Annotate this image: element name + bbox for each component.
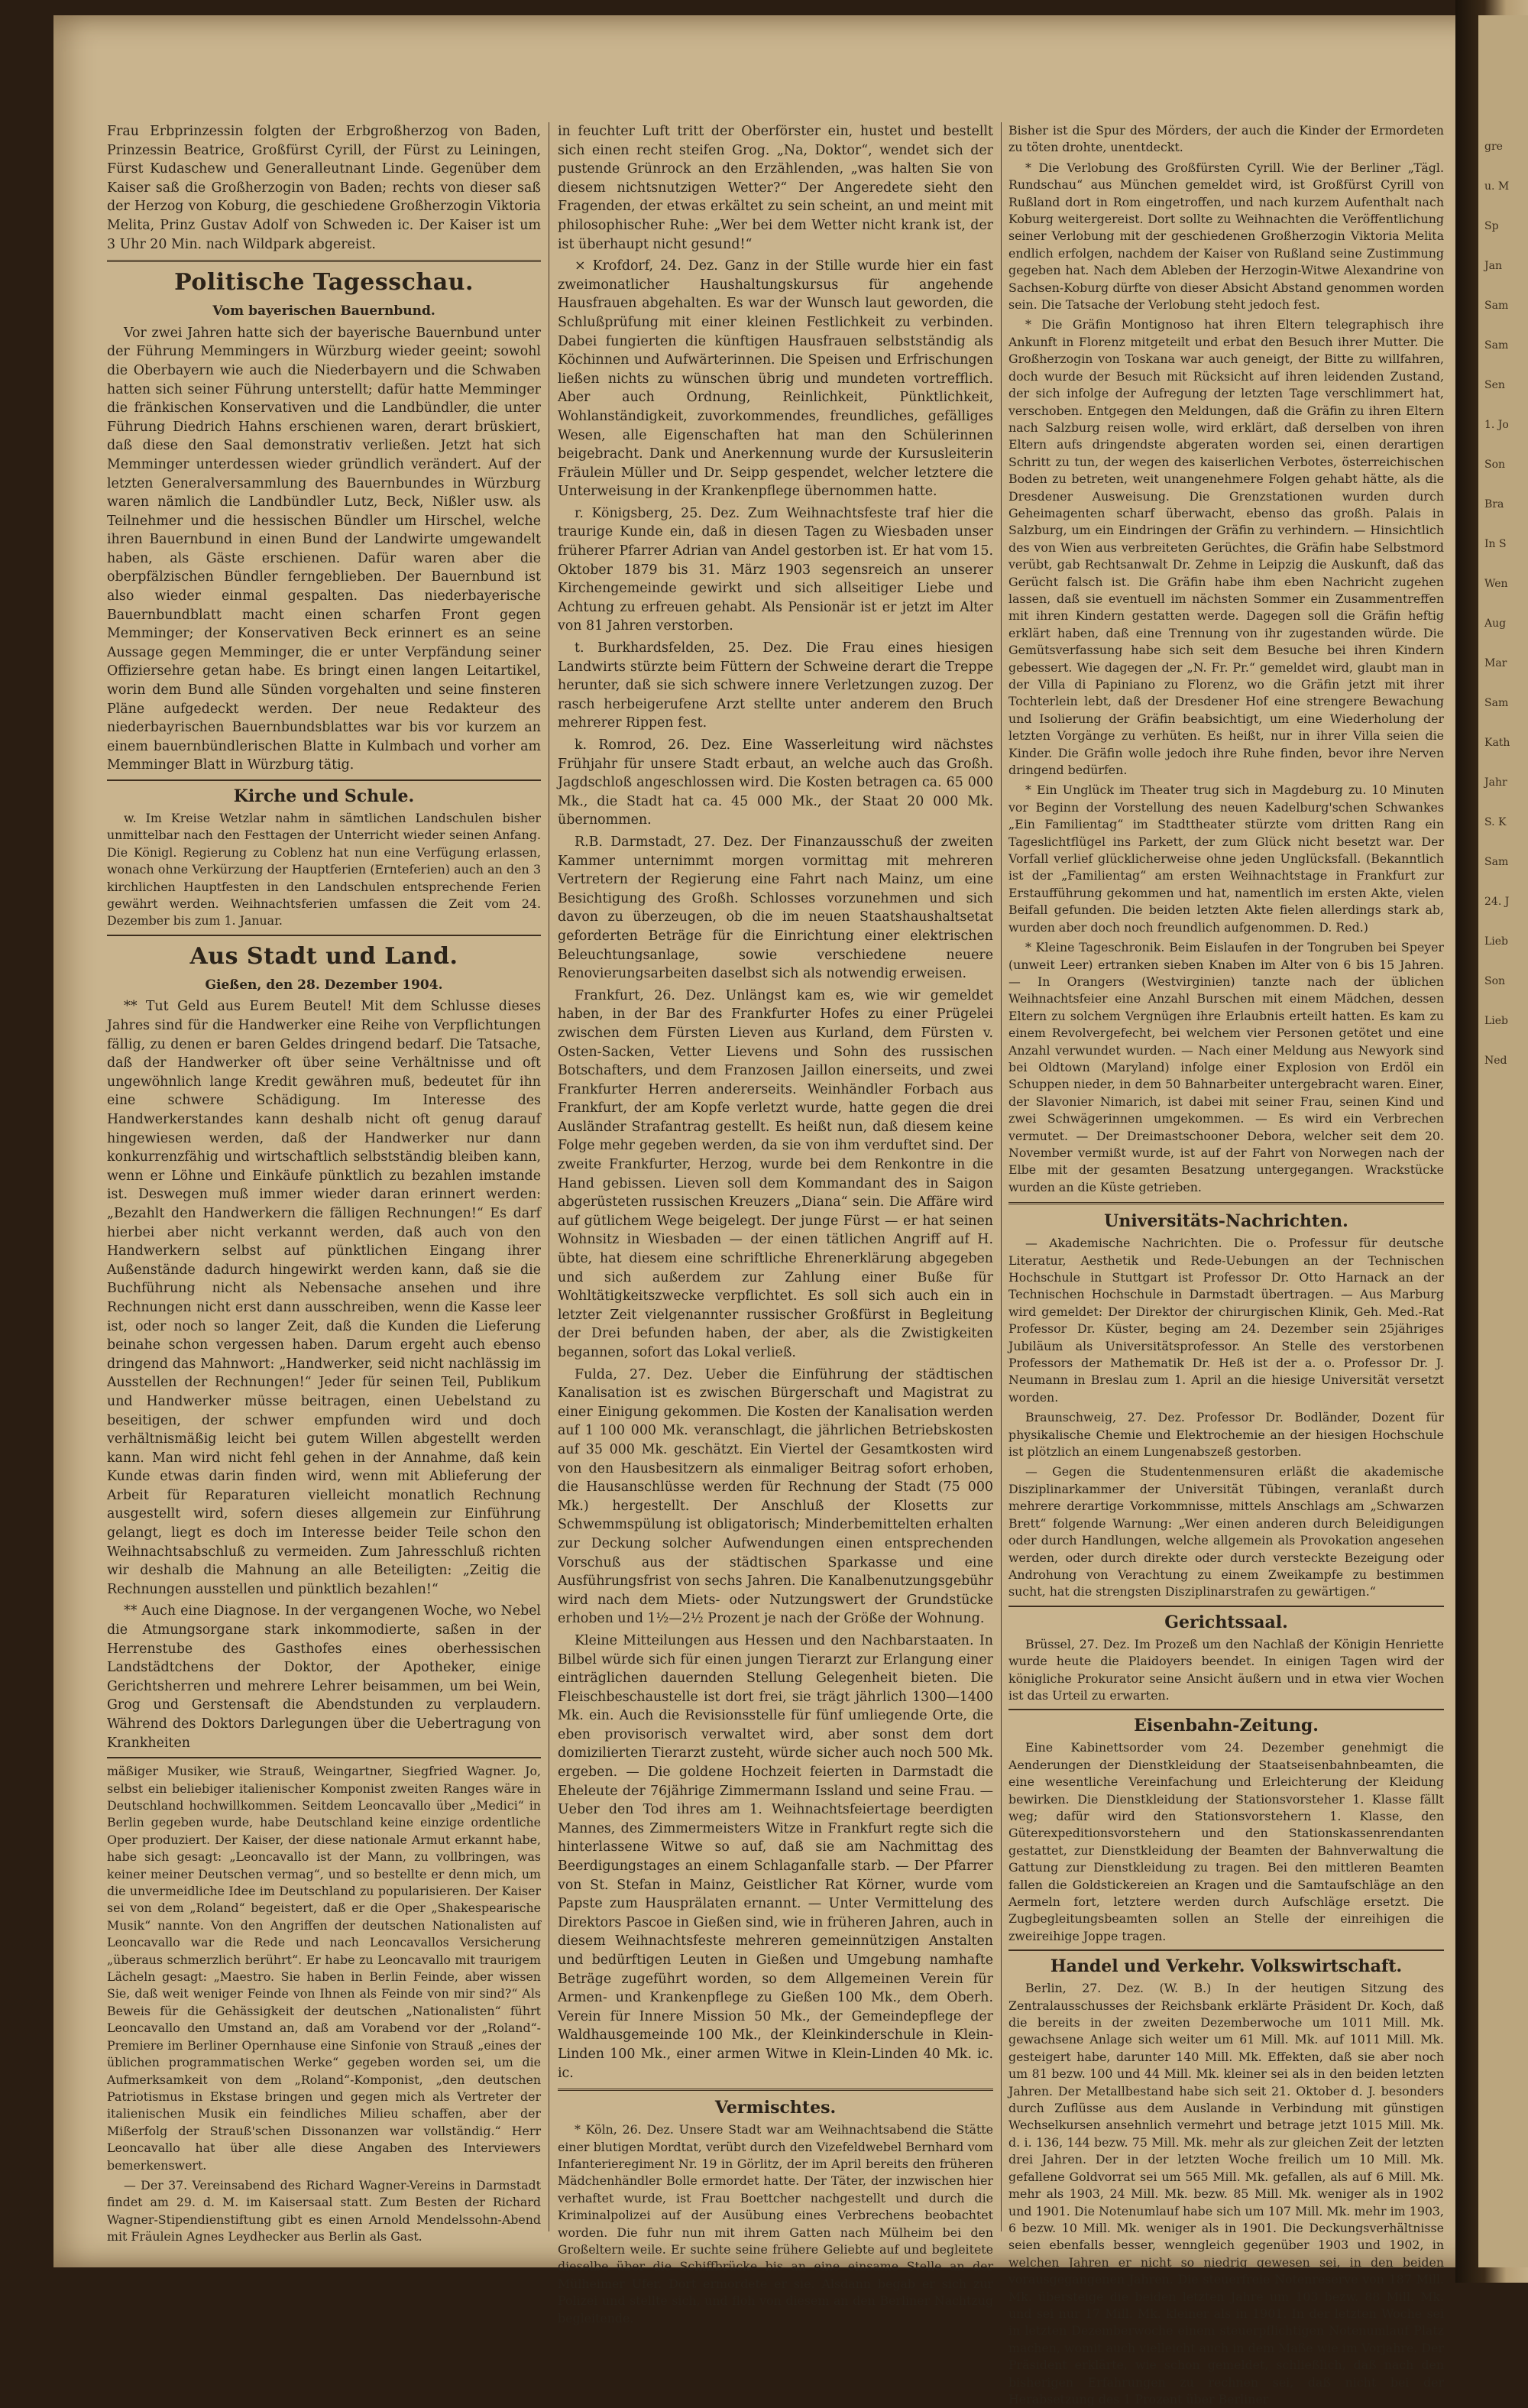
article-text: r. Königsberg, 25. Dez. Zum Weihnachtsfeste traf hier die traurige Kunde ein, daß in diesen Tagen zu Wiesbaden unser früherer Pfarrer Adrian van Andel gestorben ist. Er hat vom 15. Oktober 1879 bis 31. März 1903 segensreich an unserer Kirchengemeinde gewirkt und sich allseitiger Liebe und Achtung zu erfreuen gehabt. Als Pensionär ist er jetzt im Alter von 81 Jahren verstorben. xyxy=(558,505,993,634)
adjacent-page-fragments xyxy=(1484,138,1510,1070)
article-text: * Köln, 26. Dez. Unsere Stadt war am Weihnachtsabend die Stätte einer blutigen Mordtat, verübt durch den Vizefeldwebel Bernhard vom Infanterieregiment Nr. 19 in Görlitz, der im April bereits den früheren Mädchenhändler Bolle ermordet hatte. Der Täter, der inzwischen hier verhaftet wurde, ist Frau Boettcher nachgestellt und durch die Kriminalpolizei auf der Ausübung eines Verbrechens beobachtet worden. Die fuhr nun mit ihrem Gatten nach Mülheim bei den Großeltern weile. Er suchte seine frühere Geliebte auf und begleitete dieselbe über die Schiffbrücke bis an eine einsame Stelle an der Mülheimer Ufer. Dort ermordete er sie. Alsdann begab er sich zur Polizei und stellte sich, und floh von diesem an den Berliner Nachtzug begleitende. xyxy=(558,2122,993,2325)
section-divider xyxy=(1008,1949,1444,1951)
section-title: Aus Stadt und Land. xyxy=(189,942,458,970)
section-title: Handel und Verkehr. Volkswirtschaft. xyxy=(1050,1956,1403,1977)
adjacent-page-line: Lieb xyxy=(1484,1015,1509,1027)
adjacent-page-line: Jan xyxy=(1484,260,1502,272)
article-text: — Gegen die Studentenmensuren erläßt die akademische Disziplinarkammer der Universität Tübingen, veranlaßt durch mehrere derartige Vorkommnisse, mittels Anschlags am „Schwarzen Brett“ folgende Warnung: „Wer einen anderen durch Beleidigungen oder durch Handlungen, welche allgemein als Provokation angesehen werden, oder durch direkte oder durch versteckte Bezeigung oder Androhung von Verachtung zu einem Zweikampfe zu bestimmen sucht, hat die strengsten Disziplinarstrafen zu gewärtigen.“ xyxy=(1008,1464,1444,1599)
dateline: Gießen, den 28. Dezember 1904. xyxy=(205,977,443,993)
section-title: Eisenbahn-Zeitung. xyxy=(1134,1716,1319,1736)
adjacent-page-line: Ned xyxy=(1484,1055,1507,1067)
section-divider xyxy=(1008,1709,1444,1710)
article-text: Eine Kabinettsorder vom 24. Dezember genehmigt die Aenderungen der Dienstkleidung der Staatseisenbahnbeamten, die eine wesentliche Vereinfachung und Erleichterung der Kleidung bewirken. Die Dienstkleidung der Stationsvorsteher 1. Klasse fällt weg; dafür wird den Stationsvorstehern 1. Klasse, den Güterexpeditionsvorstehern und den Stationskassenrendanten gestattet, zur Dienstkleidung der Beamten der Bahnverwaltung die Gattung zur Dienstkleidung zu tragen. Bei den mittleren Beamten fallen die Goldstickereien an Kragen und die Samtaufschläge an den Aermeln fort, letztere werden durch Aufschläge ersetzt. Die Zugbegleitungsbeamten sollen an Stelle der einreihigen die zweireihige Joppe tragen. xyxy=(1008,1740,1444,1943)
adjacent-page-line: Lieb xyxy=(1484,935,1509,948)
column-rule xyxy=(1001,122,1002,2231)
feuilleton-note: — Der 37. Vereinsabend des Richard Wagner-Vereins in Darmstadt findet am 29. d. M. im Kaisersaal statt. Zum Besten der Richard Wagner-Stipendienstiftung gibt es einen Arnold Mendelssohn-Abend mit Fräulein Agnes Leydhecker aus Berlin als Gast. xyxy=(107,2177,541,2244)
adjacent-page-line: Sam xyxy=(1484,339,1509,352)
adjacent-page-edge xyxy=(1478,15,1528,2267)
adjacent-page-line: Kath xyxy=(1484,737,1510,749)
article-text: Frankfurt, 26. Dez. Unlängst kam es, wie wir gemeldet haben, in der Bar des Frankfurter Hofes zu einer Prügelei zwischen dem Fürsten Lieven aus Kurland, dem Fürsten v. Osten-Sacken, Vetter Lievens und Sohn des russischen Botschafters, und dem Franzosen Jaillon einerseits, und zwei Frankfurter Herren andererseits. Weinhändler Forbach aus Frankfurt, der am Kopfe verletzt wurde, hatte gegen die drei Ausländer Strafantrag gestellt. Es heißt nun, daß diesem keine Folge mehr gegeben werden, da sie von ihm verduftet sind. Der zweite Frankfurter, Herzog, wurde bei dem Renkontre in die Hand gebissen. Lieven soll dem Kommandant des in Saigon abgerüsteten russischen Kreuzers „Diana“ sein. Die Affäre wird auf gütlichem Wege beigelegt. Der junge Fürst — er hat seinen Wohnsitz in Wiesbaden — der einen tätlichen Angriff auf H. übte, hat diesem eine schriftliche Ehrenerklärung abgegeben und sich außerdem zur Zahlung einer Buße für Wohltätigkeitszwecke verpflichtet. Es soll sich auch ein in letzter Zeit vielgenannter russischer Großfürst in Begleitung der Drei befunden haben, der aber, als die Zwistigkeiten begannen, sofort das Lokal verließ. xyxy=(558,987,993,1360)
article-text: * Die Gräfin Montignoso hat ihren Eltern telegraphisch ihre Ankunft in Florenz mitgeteilt und erbat den Besuch ihrer Mutter. Die Großherzogin von Toskana war auch geneigt, der Bitte zu willfahren, doch wurde der Besuch mit Rücksicht auf ihren leidenden Zustand, der sich infolge der Aufregung der letzten Tage verschlimmert hat, verschoben. Entgegen den Meldungen, daß die Gräfin zu ihren Eltern nach Salzburg reisen wolle, wird erklärt, daß derselben von ihren Eltern aufs dringendste abgeraten worden sei, einen derartigen Schritt zu tun, der wegen des kaiserlichen Verbotes, österreichischen Boden zu betreten, weit unangenehmere Folgen gehabt hätte, als die Dresdener Ausweisung. Die Grenzstationen wurden durch Geheimagenten scharf überwacht, ebenso das großh. Palais in Salzburg, um ein Eindringen der Gräfin zu verhindern. — Hinsichtlich des von Wien aus verbreiteten Gerüchtes, die Gräfin habe Selbstmord verübt, gab Rechtsanwalt Dr. Zehme in Leipzig die Auskunft, daß das Gerücht falsch ist. Die Gräfin habe ihm eben Nachricht zugehen lassen, daß sie eventuell im nächsten Sommer ein Zusammentreffen mit ihren Kindern gestatten werde. Dagegen soll die Gräfin heftig erklärt haben, daß eine Trennung von ihr zugestanden würde. Die Gemütsverfassung habe sich seit dem Besuche bei ihren Kindern gebessert. Wie dagegen der „N. Fr. Pr.“ gemeldet wird, glaubt man in der Villa di Papiniano zu Florenz, wo die Gräfin jetzt mit ihrer Tochterlein lebt, daß der Dresdener Hof eine strengere Bewachung und Isolierung der Gräfin beabsichtigt, um eine Wiederholung der letzten Vorgänge zu verhüten. Es heißt, nur in ihrer Villa seien die Kinder. Die Gräfin wolle jedoch ihre Ruhe finden, bevor ihre Nerven dringend bedürfen. xyxy=(1008,317,1444,778)
feuilleton-divider xyxy=(107,1757,541,1758)
section-divider xyxy=(1008,1606,1444,1607)
adjacent-page-line: Aug xyxy=(1484,617,1507,630)
article-text: — Akademische Nachrichten. Die o. Professur für deutsche Literatur, Aesthetik und Rede-Uebungen an der Technischen Hochschule in Stuttgart ist Professor Dr. Otto Harnack an der Technischen Hochschule in Darmstadt übertragen. — Aus Marburg wird gemeldet: Der Direktor der chirurgischen Klinik, Geh. Med.-Rat Professor Dr. Küster, beging am 24. Dezember sein 25jähriges Jubiläum als Universitätsprofessor. An Stelle des verstorbenen Professors der Mathematik Dr. Heß ist der a. o. Professor Dr. J. Neumann in Breslau zum 1. April an die hiesige Universität versetzt worden. xyxy=(1008,1236,1444,1405)
article-text: Kleine Mitteilungen aus Hessen und den Nachbarstaaten. In Bilbel würde sich für einen jungen Tierarzt zur Erlangung einer einträglichen dauernden Stellung Gelegenheit bieten. Die Fleischbeschaustelle ist dort frei, sie trägt jährlich 1300—1400 Mk. ein. Auch die Revisionsstelle für fünf umliegende Orte, die eben provisorisch verwaltet wird, aber sonst dem dort domizilierten Tierarzt zusteht, würde sicher auch noch 500 Mk. ergeben. — Die goldene Hochzeit feierten in Darmstadt die Eheleute der 76jährige Zimmermann Issland und seine Frau. — Ueber den Tod ihres am 1. Weihnachtsfeiertage beerdigten Mannes, des Zimmermeisters Witze in Frankfurt regte sich die hinterlassene Witwe so auf, daß sie am Nachmittag des Beerdigungstages an einem Schlaganfalle starb. — Der Pfarrer von St. Stefan in Mainz, Geistlicher Rat Körner, wurde vom Papste zum Hausprälaten ernannt. — Unter Vermittelung des Direktors Pascoe in Gießen sind, wie in früheren Jahren, auch in diesem Weihnachtsfeste mehreren gemeinnützigen Anstalten und bedürftigen Leuten in Gießen und Umgebung namhafte Beträge zugeführt worden, so dem Allgemeinen Verein für Armen- und Krankenpflege zu Gießen 100 Mk., dem Oberh. Verein für Innere Mission 50 Mk., der Gemeindepflege der Waldhausgemeinde 100 Mk., der Kleinkinderschule in Klein-Linden 100 Mk., einer armen Witwe in Klein-Linden 40 Mk. ic. ic. xyxy=(558,1632,993,2081)
article-text: in feuchter Luft tritt der Oberförster ein, hustet und bestellt sich einen recht steifen Grog. „Na, Doktor“, wendet sich der pustende Grünrock an den Erzählenden, „was halten Sie von diesem nichtsnutzigen Wetter?“ Der Angeredete sieht den Fragenden, der etwas erkältet zu sein scheint, an und meint mit philosophischer Ruhe: „Wer bei dem Wetter nicht krank ist, der ist überhaupt nicht gesund!“ xyxy=(558,124,993,252)
adjacent-page-line: Son xyxy=(1484,975,1506,987)
adjacent-page-line: 1. Jo xyxy=(1484,419,1509,431)
section-divider xyxy=(558,2089,993,2091)
adjacent-page-line: In S xyxy=(1484,538,1507,550)
article-text: Berlin, 27. Dez. (W. B.) In der heutigen Sitzung des Zentralausschusses der Reichsbank erklärte Präsident Dr. Koch, daß die bereits in der zweiten Dezemberwoche um 1011 Mill. Mk. gewachsene Anlage sich weiter um 61 Mill. Mk. auf 1011 Mill. Mk. gesteigert habe, darunter 140 Mill. Mk. Effekten, daß sie aber noch um 81 bezw. 100 und 44 Mill. Mk. kleiner sei als in den beiden letzten Jahren. Der Metallbestand habe sich seit 21. Oktober d. J. besonders durch Zuflüsse aus dem Auslande in Verbindung mit günstigen Wechselkursen ansehnlich vermehrt und betrage jetzt 1015 Mill. Mk. d. i. 136, 144 bezw. 75 Mill. Mk. mehr als zur gleichen Zeit der letzten drei Jahren. Der in der letzten Woche freilich um 10 Mill. Mk. gefallene Goldvorrat sei um 565 Mill. Mk. gefallen, als auf 6 Mill. Mk. mehr als 1903, 24 Mill. Mk. bezw. 85 Mill. Mk. weniger als in 1902 und 1901. Die Notenumlauf habe sich um 107 Mill. Mk. mehr im 1903, 6 bezw. 10 Mill. Mk. weniger als in 1901. Die Deckungsverhältnisse seien ebenfalls besser, wenngleich gegenüber 1903 und 1902, in welchen Jahren er nicht so niedrig gewesen sei, in den beiden vorausgegangenen Jahren. Die steuerfreie Notenreserve von 187 Mill. Mk. übersteige die beiden letzten Jahre um 103 bezw. 88 Mill. Mk. und sei nur 17 Mill. Mk. kleiner als in 1901. In der letzten Woche sei in letzten Dezemberwoche einem steuerpflichtigen Notenumlauf Platz machen, womit auch vielleicht auch in dem Maße wie im Vorjahre. Der Präsident erklärte, wie schon gemeldet, schließlich, daß nach den bisherigen Erfahrungen zu rechnen sei, daß nicht bei der Herabsetzung des 1 Prozent über Berliner xyxy=(1008,1981,1444,2406)
article-text: Brüssel, 27. Dez. Im Prozeß um den Nachlaß der Königin Henriette wurde heute die Plaidoyers beendet. In einigen Tagen wird der königliche Prokurator seine Ansicht äußern und in etwa vier Wochen ist das Urteil zu erwarten. xyxy=(1008,1636,1444,1703)
article-text: Frau Erbprinzessin folgten der Erbgroßherzog von Baden, Prinzessin Beatrice, Großfürst Cyrill, der Fürst zu Leiningen, Fürst Kudaschew und Generalleutnant Linde. Gegenüber dem Kaiser saß die Großherzogin von Baden; rechts von dieser saß der Herzog von Koburg, die geschiedene Großherzogin Viktoria Melita, Prinz Gustav Adolf von Schweden ic. Der Kaiser ist um 3 Uhr 20 Min. nach Wildpark abgereist. xyxy=(107,124,541,252)
article-text: w. Im Kreise Wetzlar nahm in sämtlichen Landschulen bisher unmittelbar nach den Festtagen der Unterricht wieder seinen Anfang. Die Königl. Regierung zu Coblenz hat nun eine Verfügung erlassen, wonach ohne Verkürzung der Hauptferien (Ernteferien) auch an den 3 kirchlichen Hauptfesten in den Landschulen entsprechende Ferien gewährt werden. Weihnachtsferien umfassen die Zeit vom 24. Dezember bis zum 1. Januar. xyxy=(107,811,541,929)
adjacent-page-line: Son xyxy=(1484,459,1506,471)
adjacent-page-line: Sp xyxy=(1484,220,1499,232)
adjacent-page-line: Mar xyxy=(1484,657,1507,669)
adjacent-page-line: Bra xyxy=(1484,498,1504,510)
adjacent-page-line: Sam xyxy=(1484,856,1509,868)
article-text: * Ein Unglück im Theater trug sich in Magdeburg zu. 10 Minuten vor Beginn der Vorstellung des neuen Kadelburg'schen Schwankes „Ein Familientag“ im Stadttheater stürzte vom dritten Rang ein Tageslichtflügel ins Parkett, der zum Glück nicht besetzt war. Der Vorfall verlief glücklicherweise ohne jeden Unglücksfall. (Bekanntlich ist der „Familientag“ am ersten Weihnachtstage in Frankfurt zur Erstaufführung gekommen und hat, namentlich im ersten Akte, vielen Beifall gefunden. Die beiden letzten Akte fielen allerdings stark ab, wurden aber doch noch freundlich aufgenommen. D. Red.) xyxy=(1008,783,1444,935)
article-text: t. Burkhardsfelden, 25. Dez. Die Frau eines hiesigen Landwirts stürzte beim Füttern der Schweine derart die Treppe herunter, daß sie sich schwere innere Verletzungen zuzog. Der rasch herbeigerufene Arzt stellte unter anderem den Bruch mehrerer Rippen fest. xyxy=(558,640,993,731)
adjacent-page-line: Jahr xyxy=(1484,776,1507,789)
column-3 xyxy=(1008,122,1444,2406)
feuilleton-text: mäßiger Musiker, wie Strauß, Weingartner, Siegfried Wagner. Jo, selbst ein beliebiger italienischer Komponist zweiten Ranges wäre in Deutschland hochwillkommen. Seitdem Leoncavallo über „Medici“ in Berlin gegeben wurde, habe Deutschland keine einzige ordentliche Oper produziert. Der Kaiser, der diese nationale Armut erkannt habe, habe sich gesagt: „Leoncavallo ist der Mann, zu vollbringen, was keiner meiner Deutschen vermag“, und so bestellte er denn mich, um die unvermeidliche Idee im Deutschland zu popularisieren. Der Kaiser sei von dem „Roland“ begeistert, daß er die Oper „Shakespearische Musik“ nannte. Von den Angriffen der deutschen Nationalisten auf Leoncavallo war die Rede und nach Leoncavallos Versicherung „überaus schmerzlich berührt“. Er habe zu Leoncavallo mit traurigem Lächeln gesagt: „Maestro. Sie haben in Berlin Feinde, aber wissen Sie, daß weit weniger Feinde von Ihnen als Feinde von mir sind?“ Als Beweis für die Gehässigkeit der deutschen „Nationalisten“ führt Leoncavallo den Umstand an, daß am Vorabend vor der „Roland“-Premiere im Berliner Opernhause eine Sinfonie von Strauß „eines der üblichen programmatischen Werke“ gegeben worden sei, um die Aufmerksamkeit von dem „Roland“-Komponist, „den deutschen Patriotismus in Ekstase bringen und gegen mich als Vertreter der italienischen Musik ein feindliches Milieu schaffen, aber der Mißerfolg der Strauß'schen Dissonanzen war vollständig.“ Herr Leoncavallo hat über alle diese Angaben des Interviewers bemerkenswert. xyxy=(107,1764,541,2173)
article-text: × Krofdorf, 24. Dez. Ganz in der Stille wurde hier ein fast zweimonatlicher Haushaltungskursus für angehende Hausfrauen abgehalten. Es war der Wunsch laut geworden, die Schlußprüfung mit einer kleinen Festlichkeit zu verbinden. Dabei fungierten die künftigen Hausfrauen selbstständig als Köchinnen und Aufwärterinnen. Die Speisen und Erfrischungen ließen nichts zu wünschen übrig und mundeten vortrefflich. Aber auch Ordnung, Reinlichkeit, Pünktlichkeit, Wohlanständigkeit, zuvorkommendes, freundliches, gefälliges Wesen, alle Eigenschaften hat man den Schülerinnen beigebracht. Dank und Anerkennung wurde der Kursusleiterin Fräulein Müller und Dr. Seipp gespendet, welcher letztere die Unterweisung in der Krankenpflege übernommen hatte. xyxy=(558,258,993,500)
article-text: Braunschweig, 27. Dez. Professor Dr. Bodländer, Dozent für physikalische Chemie und Elektrochemie an der hiesigen Hochschule ist plötzlich an einem Lungenabszeß gestorben. xyxy=(1008,1410,1444,1460)
adjacent-page-line: S. K xyxy=(1484,816,1507,828)
article-text: Vor zwei Jahren hatte sich der bayerische Bauernbund unter der Führung Memmingers in Würzburg wieder geeint; sowohl die Oberbayern wie auch die Niederbayern und die Schwaben hatten sich seiner Führung unterstellt; dafür hatte Memminger die fränkischen Konservativen und die Landbündler, die unter Führung Diedrich Hahns erschienen waren, derart brüskiert, daß diese den Saal demonstrativ verließen. Jetzt hat sich Memminger unterdessen wieder gründlich verändert. Auf der letzten Generalversammlung des Bauernbundes in Würzburg waren nämlich die Landbündler Lutz, Beck, Nißler usw. als Teilnehmer und die hessischen Bündler um Hirschel, welche ihren Bauernbund in einen Bund der Landwirte umgewandelt haben, als Gäste erschienen. Dafür waren aber die oberpfälzischen Bündler ferngeblieben. Der Bauernbund ist also wieder einmal gespalten. Das niederbayerische Bauernbundblatt macht einen scharfen Front gegen Memminger; der Konservativen Beck erinnert es an seine Aussage gegen Memminger, die er unter Verpfändung seiner Offiziersehre getan habe. Es bringt einen langen Leitartikel, worin dem Bund alle Sünden vorgehalten und seine finsteren Pläne aufgedeckt werden. Der neue Redakteur des niederbayrischen Bauernbundsblattes war bis vor kurzem an einem bauernbündlerischen Blatte in Kulmbach und vorher am Memminger Blatt in Würzburg tätig. xyxy=(107,325,541,773)
article-text: k. Romrod, 26. Dez. Eine Wasserleitung wird nächstes Frühjahr für unsere Stadt erbaut, an welche auch das Großh. Jagdschloß angeschlossen wird. Die Kosten betragen ca. 65 000 Mk., die Stadt hat ca. 45 000 Mk., der Staat 20 000 Mk. übernommen. xyxy=(558,737,993,828)
section-divider xyxy=(107,935,541,936)
section-divider xyxy=(107,779,541,781)
section-title: Vermischtes. xyxy=(714,2098,837,2118)
adjacent-page-line: Sen xyxy=(1484,379,1505,391)
section-subtitle: Vom bayerischen Bauernbund. xyxy=(212,303,435,319)
article-text: R.B. Darmstadt, 27. Dez. Der Finanzausschuß der zweiten Kammer unternimmt morgen vormittag mit mehreren Vertretern der Regierung eine Fahrt nach Mainz, um eine Besichtigung des Großh. Schlosses vorzunehmen und sich davon zu überzeugen, ob die im neuen Staatshaushaltsetat geforderten Beträge für die Einrichtung einer elektrischen Beleuchtungsanlage, sowie verschiedene neuere Renovierungsarbeiten daselbst sich als notwendig erweisen. xyxy=(558,834,993,982)
adjacent-page-line: Sam xyxy=(1484,697,1509,709)
article-text: ** Auch eine Diagnose. In der vergangenen Woche, wo Nebel die Atmungsorgane stark inkommodierte, saßen in der Herrenstube des Gasthofes eines oberhessischen Landstädtchens der Doktor, der Apotheker, einige Gerichtsherren und mehrere Lehrer beisammen, um bei Wein, Grog und Gerstensaft die Abendstunden zu verplaudern. Während des Doktors Darlegungen über die Uebertragung von Krankheiten xyxy=(107,1603,541,1751)
section-divider xyxy=(107,260,541,262)
section-title: Gerichtssaal. xyxy=(1164,1612,1288,1632)
section-divider xyxy=(1008,1202,1444,1204)
adjacent-page-line: Wen xyxy=(1484,578,1508,590)
article-text: ** Tut Geld aus Eurem Beutel! Mit dem Schlusse dieses Jahres sind für die Handwerker eine Reihe von Verpflichtungen fällig, zu denen er baren Geldes dringend bedarf. Die Tatsache, daß der Handwerker oft über seine Verhältnisse und oft ungewöhnlich lange Kredit gewähren muß, bedeutet für ihn eine schwere Schädigung. Im Interesse des Handwerkerstandes kann deshalb nicht oft genug darauf hingewiesen werden, daß der Handwerker nur dann konkurrenzfähig und wirtschaftlich selbstständig bleiben kann, wenn er Löhne und Einkäufe pünktlich zu bezahlen imstande ist. Deswegen muß immer wieder daran erinnert werden: „Bezahlt den Handwerkern die fälligen Rechnungen!“ Es darf hierbei aber nicht verkannt werden, daß auch von den Handwerkern selbst auf pünktlichen Eingang ihrer Außenstände dadurch hingewirkt werden kann, daß sie die Buchführung nicht als Nebensache ansehen und ihre Rechnungen nicht erst dann ausschreiben, wenn die Kasse leer ist, oder noch so langer Zeit, daß die Kunden die Lieferung beinahe schon vergessen haben. Darum ergeht auch ebenso dringend das Mahnwort: „Handwerker, seid nicht nachlässig im Ausstellen der Rechnungen!“ Jeder für seinen Teil, Publikum und Handwerker müsse beitragen, einen Uebelstand zu beseitigen, der schwer empfunden wird und doch verhältnismäßig leicht bei gutem Willen abgestellt werden kann. Man wird nicht fehl gehen in der Annahme, daß kein Kunde etwas darin finden wird, wenn mit Ablieferung der Arbeit für Reparaturen vielleicht monatlich Rechnung ausgestellt wird, sofern dieses allgemein zur Einführung gelangt, liegt es doch im Interesse beider Teile schon den Weihnachtsabschluß zu vermeiden. Zum Jahresschluß richten wir deshalb die Mahnung an alle Beteiligten: „Zeitig die Rechnungen ausstellen und pünktlich bezahlen!“ xyxy=(107,999,541,1597)
adjacent-page-line: 24. J xyxy=(1484,896,1510,908)
adjacent-page-line: gre xyxy=(1484,141,1503,153)
section-title: Kirche und Schule. xyxy=(233,786,415,806)
article-text: Fulda, 27. Dez. Ueber die Einführung der städtischen Kanalisation ist es zwischen Bürgerschaft und Magistrat zu einer Einigung gekommen. Die Kosten der Kanalisation werden auf 1 100 000 Mk. veranschlagt, die jährlichen Betriebskosten auf 35 000 Mk. geschätzt. Ein Viertel der Gesamtkosten wird von den Hausbesitzern als einmaliger Beitrag sofort erhoben, die Hausanschlüsse werden für Rechnung der Stadt (75 000 Mk.) hergestellt. Der Anschluß der Klosetts zur Schwemmspülung ist obligatorisch; Minderbemittelten erhalten zur Deckung solcher Aufwendungen einen entsprechenden Vorschuß aus der städtischen Sparkasse und eine Ausführungsfrist von sechs Jahren. Die Kanalbenutzungsgebühr wird nach dem Miets- oder Nutzungswert der Grundstücke erhoben und 1½—2½ Prozent je nach der Größe der Wohnung. xyxy=(558,1366,993,1627)
adjacent-page-line: u. M xyxy=(1484,180,1510,193)
adjacent-page-line: Sam xyxy=(1484,300,1509,312)
article-text: Bisher ist die Spur des Mörders, der auch die Kinder der Ermordeten zu töten drohte, unentdeckt. xyxy=(1008,123,1444,155)
article-text: * Kleine Tageschronik. Beim Eislaufen in der Tongruben bei Speyer (unweit Leer) ertranken sieben Knaben im Alter von 6 bis 15 Jahren. — In Orangers (Westvirginien) tanzte nach der üblichen Weihnachtsfeier eine Anzahl Burschen mit einem Mädchen, dessen Eltern zu solchem Vergnügen ihre Erlaubnis erteilt hatten. Es kam zu einem Revolvergefecht, bei welchem vier Personen getötet und eine Anzahl verwundet wurden. — Nach einer Meldung aus Newyork sind bei Oldtown (Maryland) infolge einer Explosion von Erdöl ein Schuppen nieder, in dem 50 Bahnarbeiter untergebracht waren. Einer, der Slavonier Nimarich, ist dabei mit seiner Frau, seinen Kind und zwei Schwägerinnen umgekommen. — Es wird ein Verbrechen vermutet. — Der Dreimastschooner Debora, welcher seit dem 20. November vermißt wurde, ist auf der Fahrt von Norwegen nach der Elbe mit der gesamten Besatzung untergegangen. Wrackstücke wurden an die Küste getrieben. xyxy=(1008,940,1444,1194)
article-text: * Die Verlobung des Großfürsten Cyrill. Wie der Berliner „Tägl. Rundschau“ aus München gemeldet wird, ist Großfürst Cyrill von Rußland dort in Rom eingetroffen, und nach kurzem Aufenthalt nach Koburg weitergereist. Dort sollte zu Weihnachten die Veröffentlichung seiner Verlobung mit der geschiedenen Großherzogin Viktoria Melita endlich erfolgen, nachdem der Kaiser von Rußland seine Zustimmung gegeben hat. Nach dem Ableben der Herzogin-Witwe Alexandrine von Sachsen-Koburg dürfte von dieser Absicht Abstand genommen worden sein. Die Tatsache der Verlobung steht jedoch fest. xyxy=(1008,160,1444,313)
column-2 xyxy=(558,122,993,2325)
section-title: Politische Tagesschau. xyxy=(174,269,474,297)
column-1 xyxy=(107,122,541,2244)
section-title: Universitäts-Nachrichten. xyxy=(1104,1211,1348,1232)
